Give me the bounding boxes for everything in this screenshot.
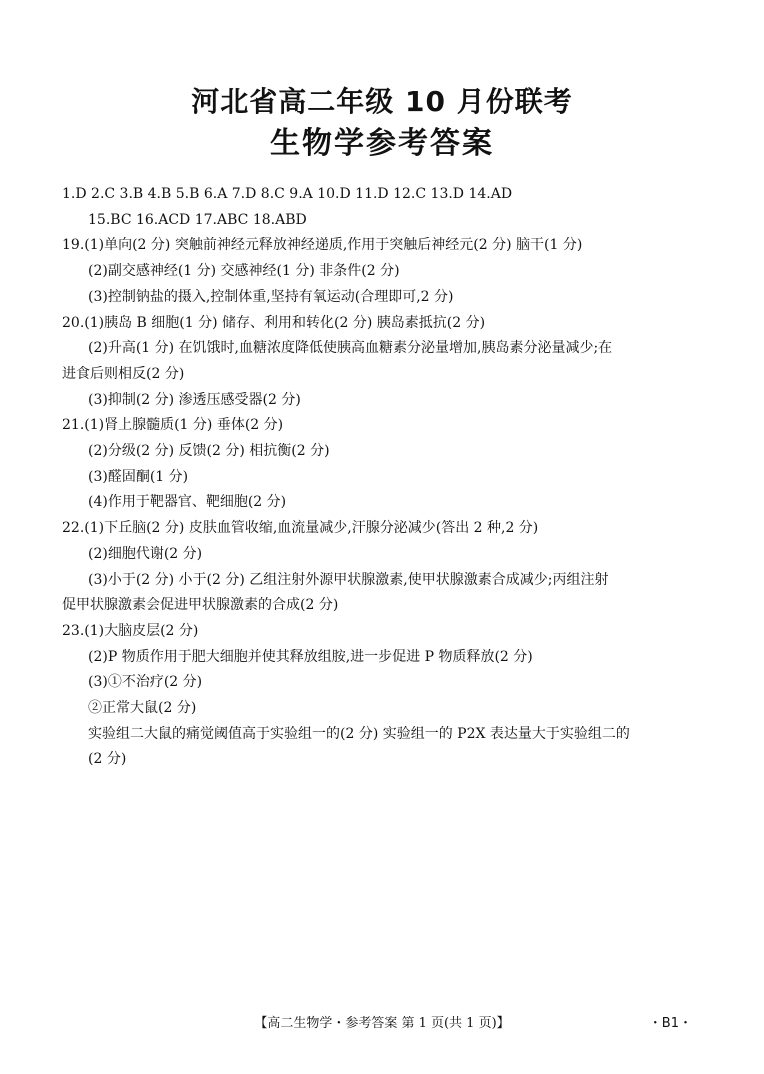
q22-line-4: 促甲状腺激素会促进甲状腺激素的合成(2 分): [62, 597, 339, 614]
q22-line-3: (3)小于(2 分) 小于(2 分) 乙组注射外源甲状腺激素,使甲状腺激素合成减少;丙组注射: [88, 571, 609, 588]
q21-line-4: (4)作用于靶器官、靶细胞(2 分): [88, 494, 287, 511]
choice-answers-line-1: 1.D 2.C 3.B 4.B 5.B 6.A 7.D 8.C 9.A 10.D 11.D 12.C 13.D 14.AD: [62, 186, 513, 202]
q21-line-1: 21.(1)肾上腺髓质(1 分) 垂体(2 分): [62, 417, 284, 434]
q20-line-4: (3)抑制(2 分) 渗透压感受器(2 分): [88, 391, 301, 408]
q23-line-4: ②正常大鼠(2 分): [88, 700, 197, 717]
q23-line-2: (2)P 物质作用于肥大细胞并使其释放组胺,进一步促进 P 物质释放(2 分): [88, 648, 533, 665]
q20-line-1: 20.(1)胰岛 B 细胞(1 分) 储存、利用和转化(2 分) 胰岛素抵抗(2 分): [62, 314, 486, 331]
page-title: 河北省高二年级 10 月份联考: [191, 85, 573, 118]
q23-line-5: 实验组二大鼠的痛觉阈值高于实验组一的(2 分) 实验组一的 P2X 表达量大于实验组二的: [88, 725, 630, 742]
footer-page-info: 【高二生物学・参考答案 第 1 页(共 1 页)】: [254, 1016, 510, 1031]
q20-line-2: (2)升高(1 分) 在饥饿时,血糖浓度降低使胰高血糖素分泌量增加,胰岛素分泌量减少;在: [88, 340, 613, 357]
answer-content: [62, 182, 702, 773]
page-footer: [0, 1012, 764, 1032]
q23-line-1: 23.(1)大脑皮层(2 分): [62, 622, 199, 639]
q22-line-2: (2)细胞代谢(2 分): [88, 545, 203, 562]
q20-line-3: 进食后则相反(2 分): [62, 365, 185, 382]
choice-answers-line-2: 15.BC 16.ACD 17.ABC 18.ABD: [88, 211, 307, 228]
q23-line-6: (2 分): [88, 751, 127, 768]
q19-line-3: (3)控制钠盐的摄入,控制体重,坚持有氧运动(合理即可,2 分): [88, 288, 454, 305]
q21-line-3: (3)醛固酮(1 分): [88, 468, 189, 485]
footer-code: ・B1・: [648, 1016, 692, 1031]
q21-line-2: (2)分级(2 分) 反馈(2 分) 相抗衡(2 分): [88, 443, 330, 460]
q23-line-3: (3)①不治疗(2 分): [88, 674, 203, 691]
q19-line-2: (2)副交感神经(1 分) 交感神经(1 分) 非条件(2 分): [88, 263, 400, 280]
page-subtitle: 生物学参考答案: [270, 126, 494, 161]
q19-line-1: 19.(1)单向(2 分) 突触前神经元释放神经递质,作用于突触后神经元(2 分) 脑干(1 分): [62, 237, 583, 254]
q22-line-1: 22.(1)下丘脑(2 分) 皮肤血管收缩,血流量减少,汗腺分泌减少(答出 2 种,2 分): [62, 520, 539, 537]
